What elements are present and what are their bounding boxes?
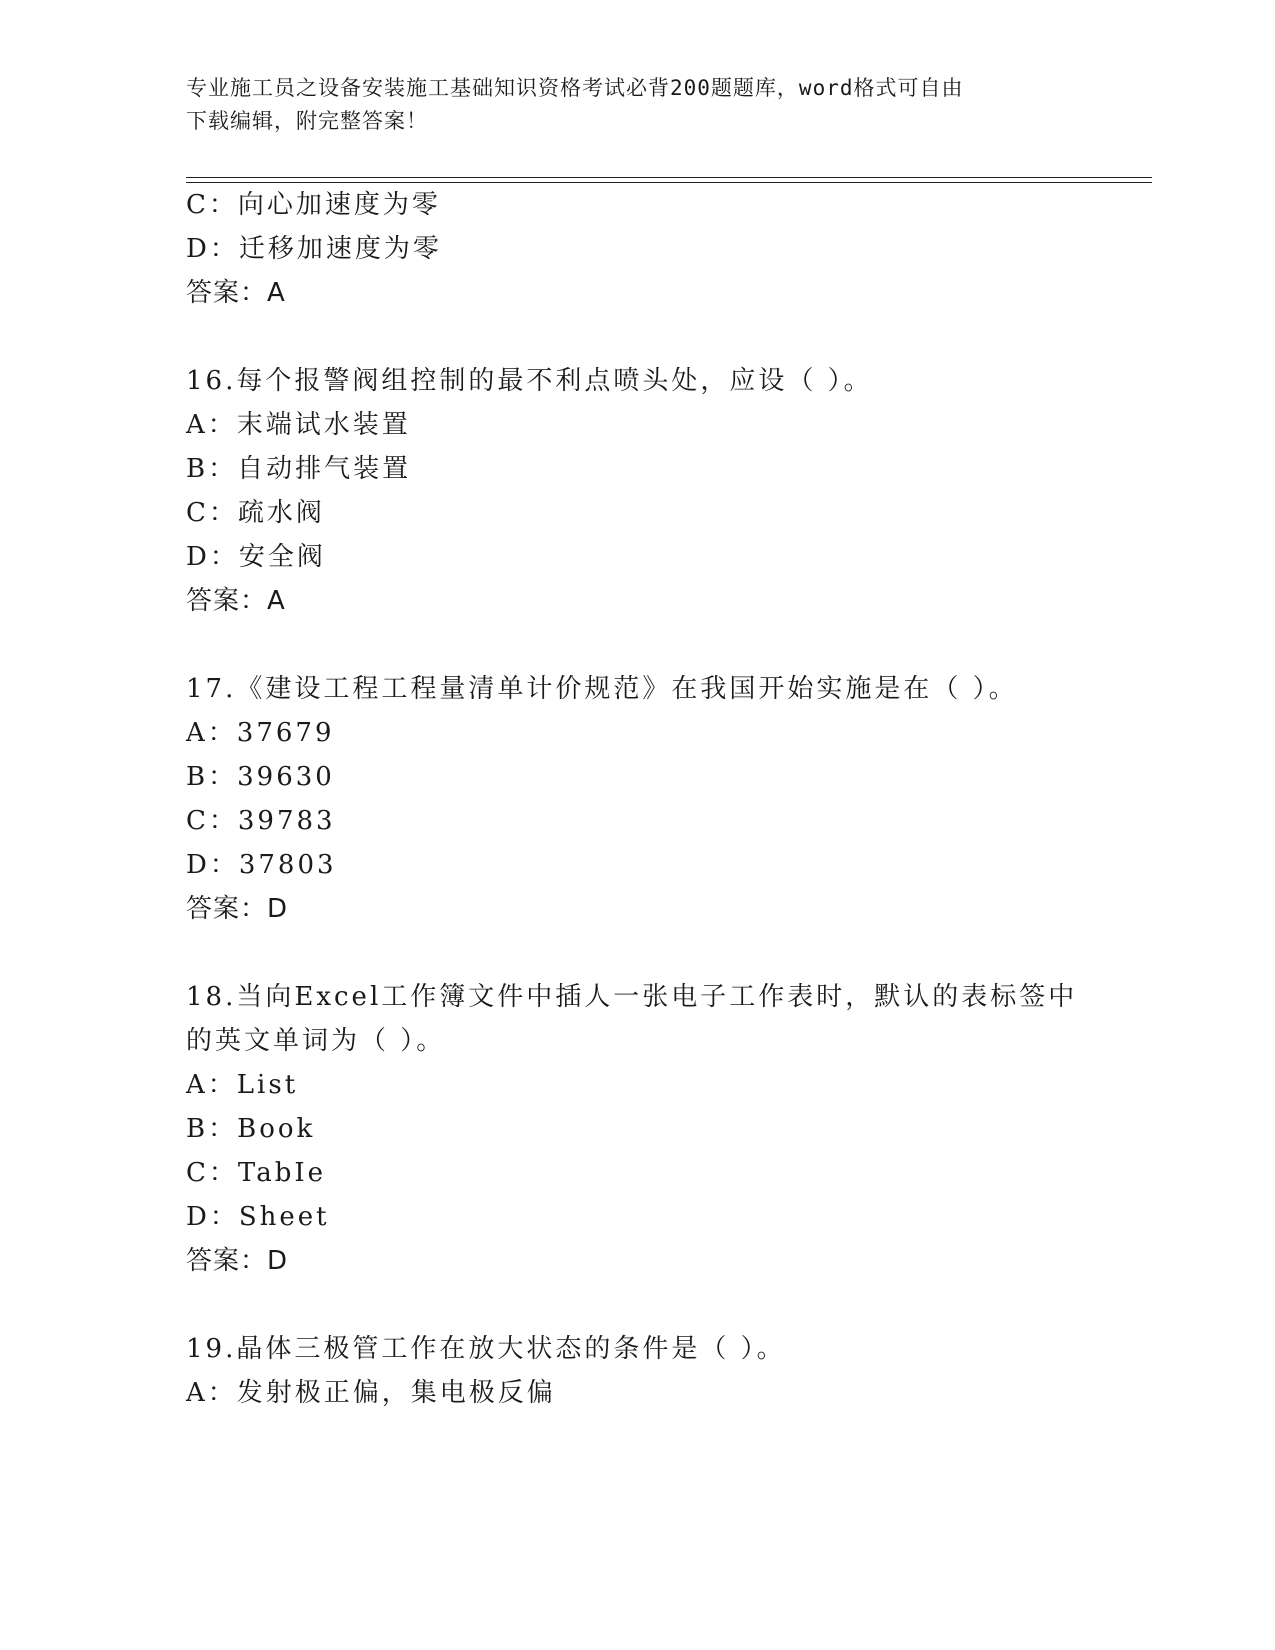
question-17-stem: 17.《建设工程工程量清单计价规范》在我国开始实施是在（ ）。 — [186, 674, 1018, 704]
q18-option-c: C：TabIe — [186, 1158, 327, 1188]
document-header — [186, 72, 1066, 138]
q17-option-a: A：37679 — [186, 718, 335, 748]
q18-answer: 答案：D — [186, 1246, 289, 1276]
q18-option-b: B：Book — [186, 1114, 316, 1144]
question-16-stem: 16.每个报警阀组控制的最不利点喷头处，应设（ ）。 — [186, 366, 873, 396]
q16-option-a: A：末端试水装置 — [186, 410, 411, 440]
q16-option-b: B：自动排气装置 — [186, 454, 412, 484]
header-divider-top — [186, 177, 1152, 178]
q16-option-d: D：安全阀 — [186, 542, 326, 572]
question-19-stem: 19.晶体三极管工作在放大状态的条件是（ ）。 — [186, 1334, 786, 1364]
answer-line: 答案：A — [186, 278, 286, 308]
q17-option-b: B：39630 — [186, 762, 335, 792]
q16-answer: 答案：A — [186, 586, 286, 616]
option-c: C：向心加速度为零 — [186, 190, 441, 220]
q16-option-c: C：疏水阀 — [186, 498, 325, 528]
q18-option-d: D：Sheet — [186, 1202, 330, 1232]
option-d: D：迁移加速度为零 — [186, 234, 442, 264]
question-18-stem-continued: 的英文单词为（ ）。 — [186, 1026, 446, 1056]
header-divider-bottom — [186, 182, 1152, 183]
header-line-1: 专业施工员之设备安装施工基础知识资格考试必背200题题库，word格式可自由 — [186, 76, 964, 100]
question-18-stem: 18.当向Excel工作簿文件中插人一张电子工作表时，默认的表标签中 — [186, 982, 1078, 1012]
q17-option-c: C：39783 — [186, 806, 336, 836]
q18-option-a: A：List — [186, 1070, 299, 1100]
header-line-2: 下载编辑，附完整答案！ — [186, 109, 428, 133]
q17-option-d: D：37803 — [186, 850, 337, 880]
q17-answer: 答案：D — [186, 894, 289, 924]
q19-option-a: A：发射极正偏，集电极反偏 — [186, 1378, 556, 1408]
